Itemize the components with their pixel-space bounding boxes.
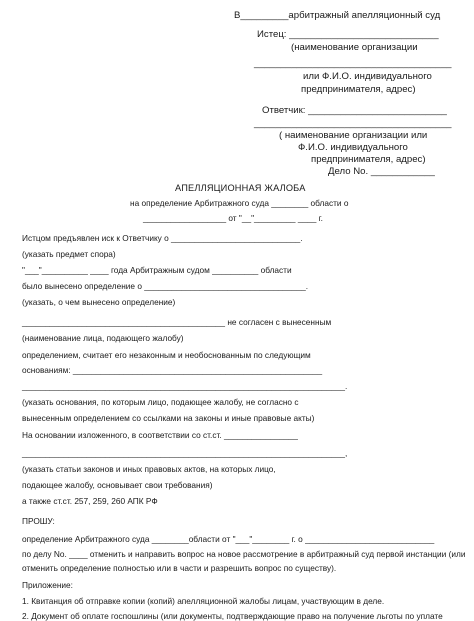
defendant-hint1: ( наименование организации или [279, 130, 428, 141]
body-line: по делу No. ____ отменить и направить вопрос на новое рассмотрение в арбитражный суд первой инстанции (или [22, 549, 466, 559]
body-line: 1. Квитанция об отправке копии (копий) апелляционной жалобы лицам, участвующим в деле. [22, 596, 385, 606]
body-line: ______________________________________________________________________, [22, 448, 348, 458]
document-subtitle-2: __________________ от "__"_________ ____ г. [143, 213, 323, 223]
body-line: (указать предмет спора) [22, 249, 116, 259]
plaintiff-line: Истец: ____________________________ [257, 29, 439, 40]
court-line: В_________арбитражный апелляционный суд [234, 10, 441, 21]
body-line: ____________________________________________ не согласен с вынесенным [22, 317, 332, 327]
body-line: а также ст.ст. 257, 259, 260 АПК РФ [22, 496, 158, 506]
body-line: ПРОШУ: [22, 516, 55, 526]
document-title: АПЕЛЛЯЦИОННАЯ ЖАЛОБА [175, 183, 306, 193]
defendant-hint2: Ф.И.О. индивидуального [298, 142, 408, 153]
defendant-line: Ответчик: __________________________ [262, 105, 447, 116]
body-line: ______________________________________________________________________. [22, 381, 348, 391]
body-line: основаниям: ______________________________________________________ [22, 365, 323, 375]
body-line: было вынесено определение о ___________________________________. [22, 281, 309, 291]
body-line: подающее жалобу, основывает свои требования) [22, 480, 213, 490]
defendant-blank: _____________________________________ [254, 118, 452, 129]
body-line: отменить определение полностью или в части и разрешить вопрос по существу). [22, 563, 337, 573]
body-line: (указать основания, по которым лицо, подающее жалобу, не согласно с [22, 397, 299, 407]
body-line: определением, считает его незаконным и необоснованным по следующим [22, 350, 311, 360]
plaintiff-hint: (наименование организации [291, 42, 418, 53]
body-line: 2. Документ об оплате госпошлины (или документы, подтверждающие право на получение льготы по уплате [22, 611, 443, 621]
defendant-hint3: предпринимателя, адрес) [311, 154, 426, 165]
case-number-line: Дело No. ____________ [328, 166, 435, 177]
plaintiff-hint2: или Ф.И.О. индивидуального [303, 71, 432, 82]
body-line: (наименование лица, подающего жалобу) [22, 333, 184, 343]
plaintiff-hint3: предпринимателя, адрес) [301, 84, 416, 95]
body-line: На основании изложенного, в соответствии со ст.ст. ________________ [22, 430, 298, 440]
body-line: Истцом предъявлен иск к Ответчику о ____________________________. [22, 233, 303, 243]
body-line: определение Арбитражного суда ________области от "___"________ г. о ____________________________ [22, 534, 435, 544]
document-subtitle-1: на определение Арбитражного суда ________ области о [130, 198, 349, 208]
body-line: (указать, о чем вынесено определение) [22, 297, 176, 307]
body-line: вынесенным определением со ссылками на законы и иные правовые акты) [22, 413, 315, 423]
body-line: Приложение: [22, 580, 73, 590]
body-line: "___"__________ ____ года Арбитражным судом __________ области [22, 265, 292, 275]
body-line: (указать статьи законов и иных правовых актов, на которых лицо, [22, 464, 276, 474]
plaintiff-blank: _____________________________________ [254, 58, 452, 69]
